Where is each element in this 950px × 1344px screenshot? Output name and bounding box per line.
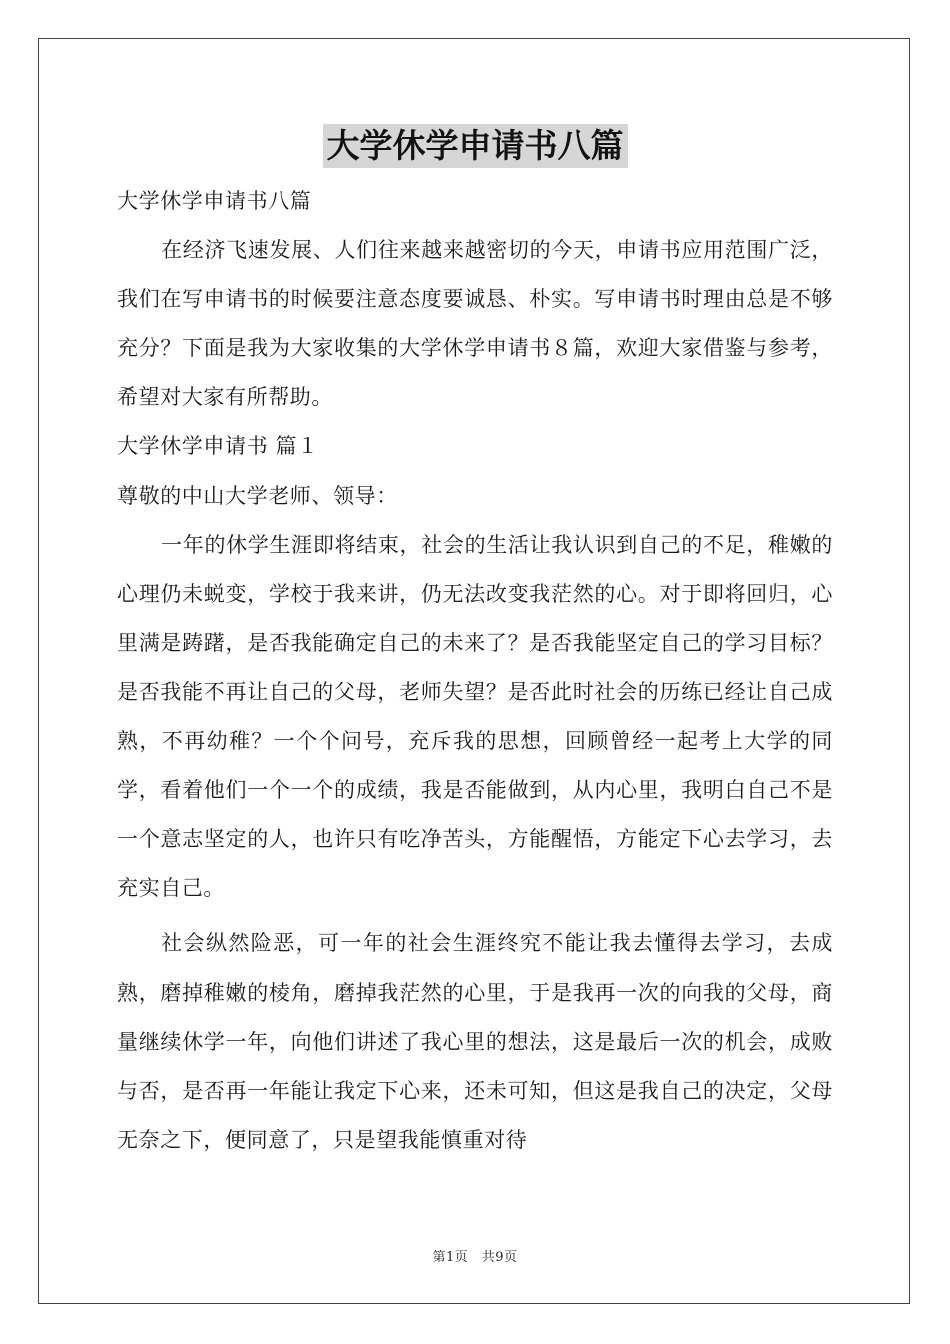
document-subtitle: 大学休学申请书八篇 [117, 189, 312, 213]
salutation: 尊敬的中山大学老师、领导： [117, 483, 398, 508]
body-paragraph-2: 社会纵然险恶，可一年的社会生涯终究不能让我去懂得去学习，去成熟，磨掉稚嫩的棱角，磨掉我茫然的心里，于是我再一次的向我的父母，商量继续休学一年，向他们讲述了我心里的想法，这是最后一次的机会，成败与否，是否再一年能让我定下心来，还未可知，但这是我自己的决定，父母无奈之下，便同意了，只是望我能慎重对待 [117, 931, 833, 1152]
title-container [0, 124, 950, 168]
page-footer: 第1页 共9页 [432, 1250, 518, 1265]
document-body [117, 177, 833, 1165]
section-heading: 大学休学申请书 篇１ [117, 434, 319, 459]
document-title: 大学休学申请书八篇 [323, 124, 628, 168]
intro-paragraph: 在经济飞速发展、人们往来越来越密切的今天，申请书应用范围广泛，我们在写申请书的时候要注意态度要诚恳、朴实。写申请书时理由总是不够充分？下面是我为大家收集的大学休学申请书８篇，欢迎大家借鉴与参考，希望对大家有所帮助。 [117, 238, 833, 410]
body-paragraph-1: 一年的休学生涯即将结束，社会的生活让我认识到自己的不足，稚嫩的心理仍未蜕变，学校于我来讲，仍无法改变我茫然的心。对于即将回归，心里满是踌躇，是否我能确定自己的未来了？是否我能坚定自己的学习目标？是否我能不再让自己的父母，老师失望？是否此时社会的历练已经让自己成熟，不再幼稚？一个个问号，充斥我的思想，回顾曾经一起考上大学的同学，看着他们一个一个的成绩，我是否能做到，从内心里，我明白自己不是一个意志坚定的人，也许只有吃净苦头，方能醒悟，方能定下心去学习，去充实自己。 [117, 532, 833, 901]
